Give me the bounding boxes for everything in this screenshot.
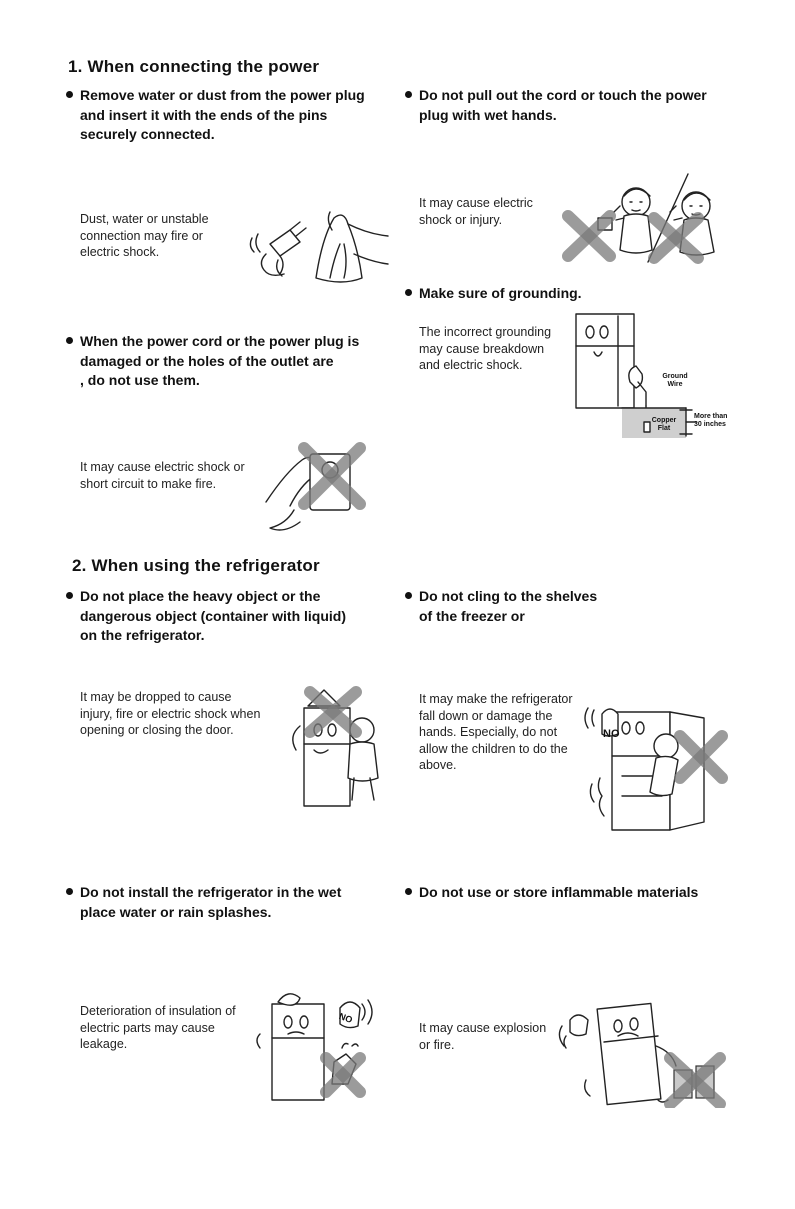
heavy-object-desc: It may be dropped to cause injury, fire or electric shock when opening or closing the door.	[80, 690, 261, 737]
depth-label: More than 30 inches	[694, 413, 728, 428]
grounding-heading	[405, 284, 735, 304]
section-2-title: 2. When using the refrigerator	[72, 556, 320, 575]
section-1-title: 1. When connecting the power	[68, 57, 320, 76]
cling-no-bubble: NO	[603, 728, 620, 740]
ground-wire-label: Ground Wire	[662, 373, 688, 388]
wet-place-illustration	[252, 988, 376, 1104]
wet-place-heading	[66, 883, 396, 922]
bullet-dot	[405, 592, 412, 599]
copper-flat-label: Copper Flat	[651, 417, 677, 432]
damaged-cord-desc: It may cause electric shock or short circuit to make fire.	[80, 460, 245, 491]
cling-desc: It may make the refrigerator fall down or damage the hands. Especially, do not allow the children to do the above.	[419, 692, 573, 772]
damaged-cord-heading	[66, 332, 396, 391]
wet-place-no-bubble: NO	[337, 1010, 354, 1026]
wet-hands-illustration	[558, 172, 726, 264]
bullet-dot	[405, 888, 412, 895]
wet-hands-desc: It may cause electric shock or injury.	[419, 196, 533, 227]
wet-place-desc: Deterioration of insulation of electric parts may cause leakage.	[80, 1004, 236, 1051]
damaged-cord-heading-text: When the power cord or the power plug is damaged or the holes of the outlet are , do not use them.	[80, 333, 360, 388]
cling-heading-text: Do not cling to the shelves of the freezer or	[419, 588, 598, 624]
wet-hands-heading	[405, 86, 735, 125]
wet-hands-heading-text: Do not pull out the cord or touch the power plug with wet hands.	[419, 87, 707, 123]
plug-with-cloth-illustration	[246, 204, 394, 288]
remove-water-heading-text: Remove water or dust from the power plug and insert it with the ends of the pins securely connected.	[80, 87, 365, 142]
bullet-dot	[405, 91, 412, 98]
bullet-dot	[66, 91, 73, 98]
wet-place-heading-text: Do not install the refrigerator in the wet place water or rain splashes.	[80, 884, 342, 920]
heavy-object-illustration	[280, 686, 390, 810]
damaged-outlet-illustration	[264, 440, 368, 536]
cling-heading	[405, 587, 735, 626]
grounding-desc: The incorrect grounding may cause breakdown and electric shock.	[419, 325, 552, 372]
bullet-dot	[405, 289, 412, 296]
grounding-heading-text: Make sure of grounding.	[419, 285, 582, 301]
inflammable-heading-text: Do not use or store inflammable materials	[419, 884, 699, 900]
inflammable-illustration	[556, 996, 732, 1108]
heavy-object-heading	[66, 587, 396, 646]
inflammable-desc: It may cause explosion or fire.	[419, 1021, 547, 1052]
heavy-object-heading-text: Do not place the heavy object or the dangerous object (container with liquid) on the refrigerator.	[80, 588, 347, 643]
bullet-dot	[66, 888, 73, 895]
inflammable-heading	[405, 883, 735, 903]
remove-water-heading	[66, 86, 396, 145]
bullet-dot	[66, 592, 73, 599]
cling-illustration	[582, 698, 730, 834]
bullet-dot	[66, 337, 73, 344]
remove-water-desc: Dust, water or unstable connection may fire or electric shock.	[80, 212, 209, 259]
